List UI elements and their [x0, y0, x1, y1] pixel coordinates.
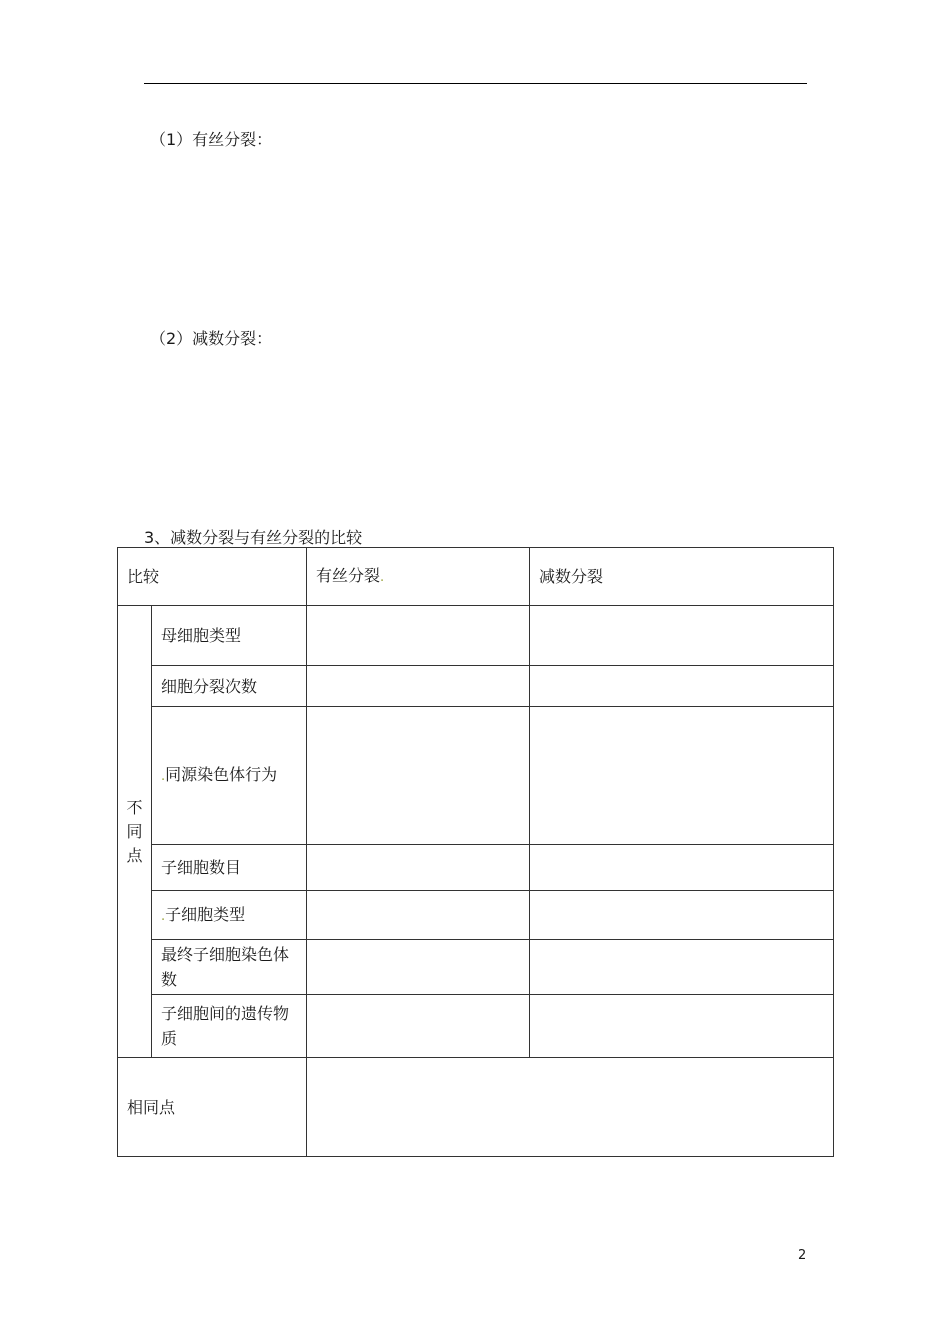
comparison-table — [117, 547, 834, 1157]
table-row — [118, 666, 834, 707]
meiosis-cell[interactable] — [530, 891, 834, 940]
edit-mark: . — [161, 769, 166, 784]
row-label: 最终子细胞染色体数 — [152, 940, 307, 995]
table-row — [118, 707, 834, 845]
row-label: 子细胞数目 — [152, 845, 307, 891]
table-row — [118, 845, 834, 891]
diff-label-cell — [118, 606, 152, 1058]
header-meiosis: 减数分裂 — [530, 548, 834, 606]
mitosis-cell[interactable] — [307, 940, 530, 995]
mitosis-cell[interactable] — [307, 606, 530, 666]
meiosis-cell[interactable] — [530, 666, 834, 707]
row-label-cell — [152, 707, 307, 845]
row-label: 母细胞类型 — [152, 606, 307, 666]
meiosis-cell[interactable] — [530, 606, 834, 666]
mitosis-cell[interactable] — [307, 845, 530, 891]
diff-label: 不同点 — [126, 797, 143, 865]
table-row-same — [118, 1058, 834, 1157]
table-row — [118, 891, 834, 940]
meiosis-cell[interactable] — [530, 707, 834, 845]
question-meiosis: （2）减数分裂： — [150, 329, 273, 348]
row-label: 子细胞类型 — [165, 904, 246, 924]
same-label: 相同点 — [118, 1058, 307, 1157]
meiosis-cell[interactable] — [530, 845, 834, 891]
mitosis-cell[interactable] — [307, 707, 530, 845]
same-cell[interactable] — [307, 1058, 834, 1157]
mitosis-cell[interactable] — [307, 995, 530, 1058]
row-label: 细胞分裂次数 — [152, 666, 307, 707]
row-label-cell — [152, 891, 307, 940]
table-row — [118, 606, 834, 666]
row-label: 同源染色体行为 — [165, 765, 278, 784]
meiosis-cell[interactable] — [530, 995, 834, 1058]
edit-mark: . — [161, 908, 166, 924]
row-label: 子细胞间的遗传物质 — [152, 995, 307, 1058]
header-mitosis-label: 有丝分裂 — [316, 566, 381, 585]
question-mitosis: （1）有丝分裂： — [150, 130, 273, 149]
page-number: 2 — [798, 1248, 807, 1263]
meiosis-cell[interactable] — [530, 940, 834, 995]
mitosis-cell[interactable] — [307, 891, 530, 940]
section-title: 3、减数分裂与有丝分裂的比较 — [144, 528, 363, 547]
header-compare: 比较 — [118, 548, 307, 606]
header-mitosis — [307, 548, 530, 606]
mitosis-cell[interactable] — [307, 666, 530, 707]
table-row — [118, 940, 834, 995]
edit-mark: . — [380, 570, 385, 585]
header-rule — [144, 83, 807, 84]
table-header-row — [118, 548, 834, 606]
table-row — [118, 995, 834, 1058]
